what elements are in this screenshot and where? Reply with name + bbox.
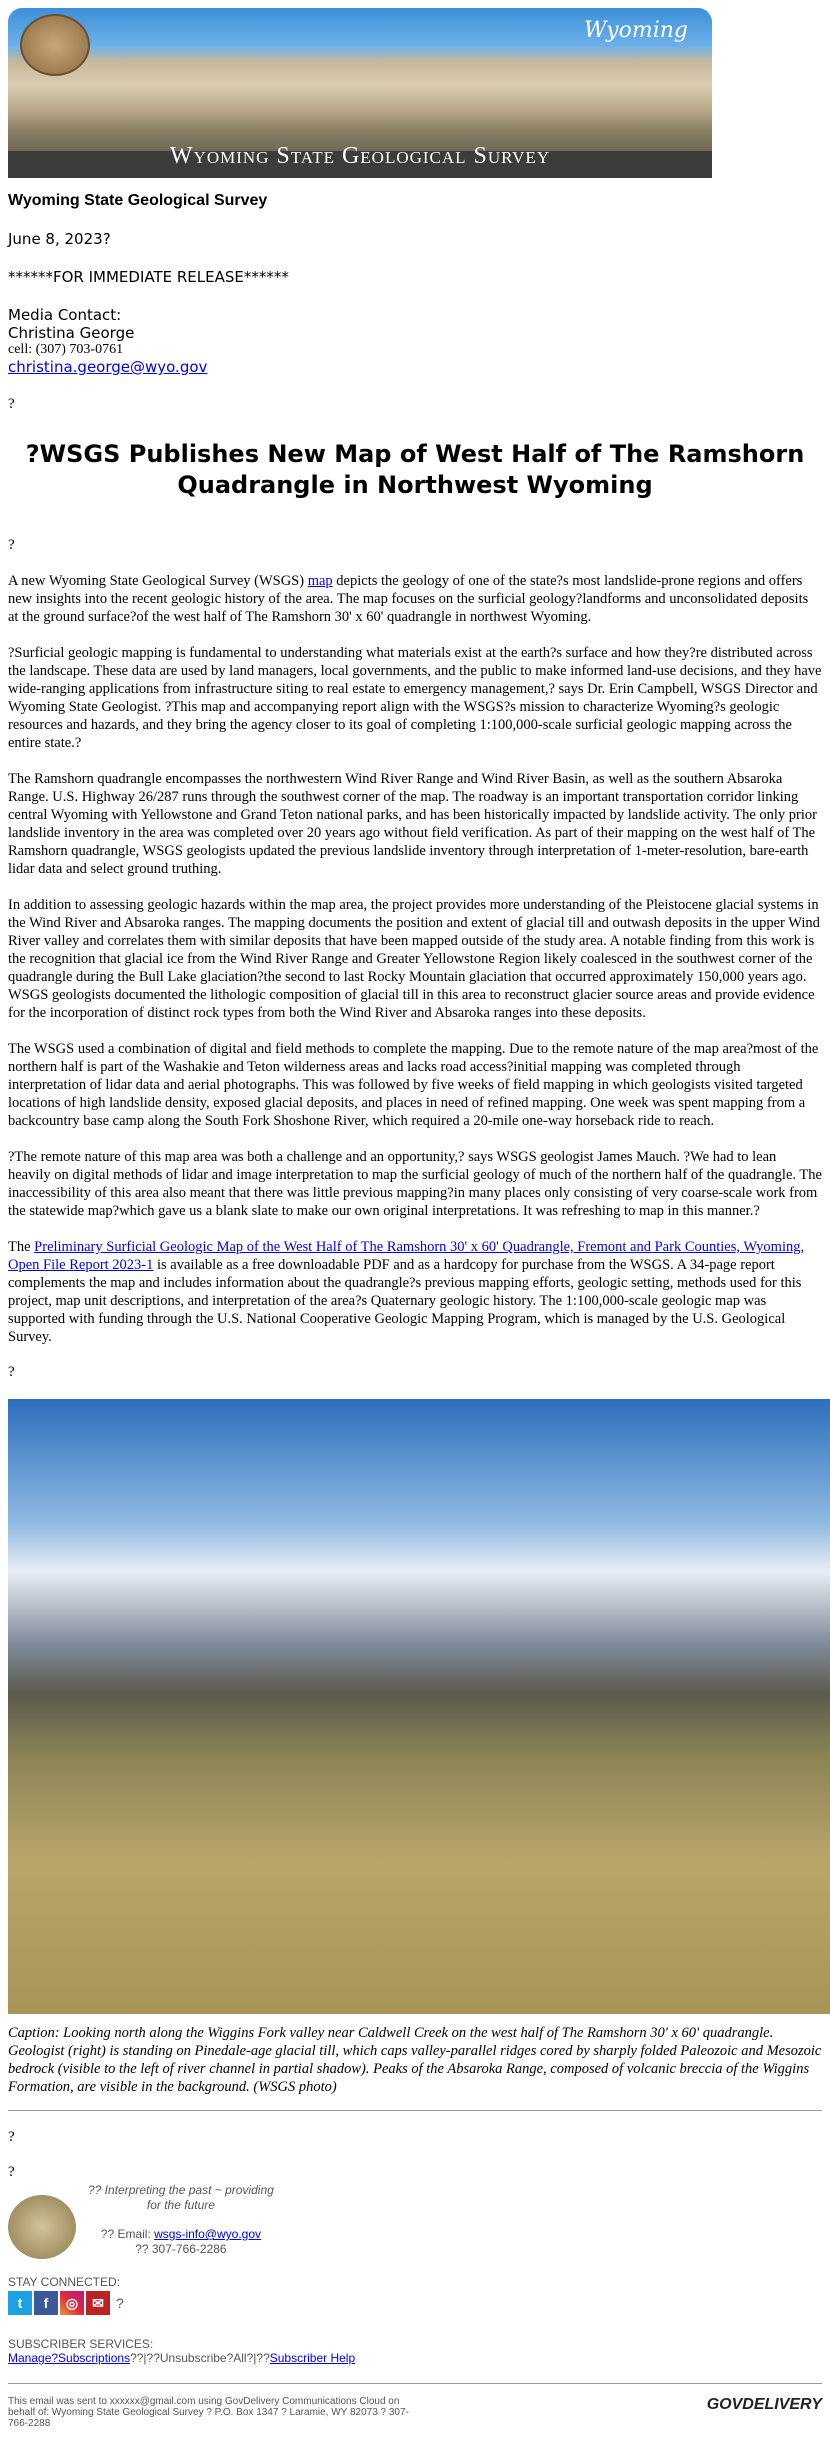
- paragraph-3: The Ramshorn quadrangle encompasses the northwestern Wind River Range and Wind River Basin, as well as the southern Absaroka Range. U.S. Highway 26/287 runs through the southwest corner of the map. The roadway is an important transportation corridor linking central Wyoming with Yellowstone and Grand Teton national parks, and has been historically impacted by landslide activity. The only prior landslide inventory in the area was completed over 20 years ago without field verification. As part of their mapping on the west half of The Ramshorn quadrangle, WSGS geologists updated the previous landslide inventory through interpretation of 1-meter-resolution, bare-earth lidar data and select ground truthing.: [8, 771, 817, 877]
- wsgs-seal-logo: [20, 14, 90, 76]
- text: A new Wyoming State Geological Survey (WSGS): [8, 573, 308, 589]
- text: The: [8, 1239, 35, 1255]
- release-date: June 8, 2023?: [8, 230, 111, 248]
- instagram-icon[interactable]: ◎: [60, 2291, 84, 2315]
- divider: [8, 2383, 822, 2384]
- text: is available as a free downloadable PDF and as a hardcopy for purchase from the WSGS. A 34-page report complements the map and includes information about the quadrangle?s previous mapping efforts, geologic setting, methods used for this project, map unit descriptions, and interpretation of the area?s Quaternary geologic history. The 1:100,000-scale geologic map was supported with funding through the U.S. National Cooperative Geologic Mapping Program, which is managed by the U.S. Geological Survey.: [8, 1257, 802, 1345]
- subscriber-help-link[interactable]: Subscriber Help: [269, 2351, 356, 2365]
- paragraph-1: [8, 572, 822, 626]
- spacer-text: ?: [116, 2295, 124, 2311]
- release-notice: ******FOR IMMEDIATE RELEASE******: [8, 268, 289, 286]
- social-links: [8, 2291, 822, 2315]
- paragraph-7: [8, 1238, 822, 1346]
- paragraph-6: ?The remote nature of this map area was both a challenge and an opportunity,? says WSGS geologist James Mauch. ?We had to lean heavily on digital methods of lidar and image interpretation to map the surficial geology of much of the northern half of the quadrangle. The inaccessibility of this area also meant that there was little previous mapping?in many places only consisting of very coarse-scale work from the statewide map?which gave us a blank slate to make our own original interpretations. It was refreshing to map in this manner.?: [8, 1149, 822, 1219]
- stay-connected-label: STAY CONNECTED:: [8, 2275, 121, 2289]
- wsgs-seal-logo: [8, 2195, 76, 2259]
- spacer-text: ?: [8, 1364, 15, 1380]
- signature: [8, 2183, 822, 2259]
- contact-email-link[interactable]: christina.george@wyo.gov: [8, 358, 208, 376]
- subscriber-services-label: SUBSCRIBER SERVICES:: [8, 2337, 154, 2351]
- wyoming-logo: Wyoming: [584, 18, 688, 43]
- unsubscribe-all-text[interactable]: ??|??Unsubscribe?All?|??: [130, 2351, 270, 2365]
- legal-footer-text: This email was sent to xxxxxx@gmail.com using GovDelivery Communications Cloud on behalf of: Wyoming State Geological Survey ? P.O. Box 1347 ? Laramie, WY 82073 ? 307-766-2288: [8, 2396, 409, 2429]
- photo-caption: Caption: Looking north along the Wiggins Fork valley near Caldwell Creek on the west half of The Ramshorn 30' x 60' quadrangle. Geologist (right) is standing on Pinedale-age glacial till, which caps valley-parallel ridges cored by sharply folded Paleozoic and Mesozoic bedrock (visible to the left of river channel in partial shadow). Peaks of the Absaroka Range, composed of volcanic breccia of the Wiggins Formation, are visible in the background. (WSGS photo): [8, 2025, 822, 2095]
- paragraph-4: In addition to assessing geologic hazards within the map area, the project provides more understanding of the Pleistocene glacial systems in the Wind River and Absaroka ranges. The mapping documents the position and extent of glacial till and outwash deposits in the upper Wind River valley and correlates them with similar deposits that have been mapped outside of the study area. A notable finding from this work is the recognition that glacial ice from the Wind River Range and Greater Yellowstone Region likely coalesced in the southwest corner of the quadrangle during the Bull Lake glaciation?the second to last Rocky Mountain glaciation that occurred approximately 150,000 years ago. WSGS geologists documented the lithologic composition of glacial till in this area to reconstruct glacier source areas and provide evidence for the incorporation of distinct rock types from both the Wind River and Absaroka ranges into these deposits.: [8, 897, 820, 1021]
- spacer-text: ?: [8, 2164, 15, 2180]
- report-link[interactable]: Preliminary Surficial Geologic Map of the West Half of The Ramshorn 30' x 60' Quadrangle, Fremont and Park Counties, Wyoming, Open File Report 2023-1: [8, 1239, 805, 1273]
- org-name: Wyoming State Geological Survey: [8, 192, 268, 209]
- contact-label: Media Contact:: [8, 306, 122, 324]
- media-contact: [8, 306, 822, 376]
- spacer-text: ?: [8, 2129, 15, 2145]
- contact-cell: cell: (307) 703-0761: [8, 342, 124, 357]
- tagline: ?? Interpreting the past ~ providing: [88, 2183, 274, 2197]
- header-banner: [8, 8, 712, 178]
- phone: ?? 307-766-2286: [135, 2242, 227, 2256]
- email-signup-icon[interactable]: ✉: [86, 2291, 110, 2315]
- field-photo: [8, 1399, 830, 2014]
- tagline: for the future: [146, 2198, 215, 2212]
- govdelivery-logo: GOVDELIVERY: [706, 2396, 822, 2413]
- wsgs-email-link[interactable]: wsgs-info@wyo.gov: [154, 2227, 262, 2241]
- email-label: ?? Email:: [100, 2227, 155, 2241]
- contact-name: Christina George: [8, 324, 135, 342]
- facebook-icon[interactable]: f: [34, 2291, 58, 2315]
- banner-title: Wyoming State Geological Survey: [169, 143, 551, 169]
- text: depicts the geology of one of the state?s most landslide-prone regions and offers new insights into the recent geologic history of the area. The map focuses on the surficial geology?landforms and unconsolidated deposits at the ground surface?of the west half of The Ramshorn 30' x 60' quadrangle in northwest Wyoming.: [8, 573, 809, 625]
- headline: ?WSGS Publishes New Map of West Half of The Ramshorn Quadrangle in Northwest Wyoming: [25, 440, 805, 499]
- paragraph-5: The WSGS used a combination of digital and field methods to complete the mapping. Due to the remote nature of the map area?most of the northern half is part of the Washakie and Teton wilderness areas and lacks road access?initial mapping was completed through interpretation of lidar data and aerial photographs. This was followed by five weeks of field mapping in which geologists visited targeted locations of high landslide density, exposed glacial deposits, and places in need of refined mapping. One week was spent mapping from a backcountry base camp along the South Fork Shoshone River, which required a 20-mile one-way horseback ride to reach.: [8, 1041, 819, 1129]
- manage-subscriptions-link[interactable]: Manage?Subscriptions: [8, 2351, 131, 2365]
- divider: [8, 2110, 822, 2111]
- twitter-icon[interactable]: t: [8, 2291, 32, 2315]
- spacer-text: ?: [8, 537, 15, 553]
- spacer-text: ?: [8, 396, 15, 412]
- map-link[interactable]: map: [307, 573, 333, 589]
- paragraph-2: ?Surficial geologic mapping is fundamental to understanding what materials exist at the earth?s surface and how they?re distributed across the landscape. These data are used by land managers, local governments, and the public to make informed land-use decisions, and they have wide-ranging applications from infrastructure siting to real estate to emergency management,? says Dr. Erin Campbell, WSGS Director and Wyoming State Geologist. ?This map and accompanying report align with the WSGS?s mission to characterize Wyoming?s geologic resources and hazards, and they bring the agency closer to its goal of completing 1:100,000-scale surficial geologic mapping across the entire state.?: [8, 645, 822, 751]
